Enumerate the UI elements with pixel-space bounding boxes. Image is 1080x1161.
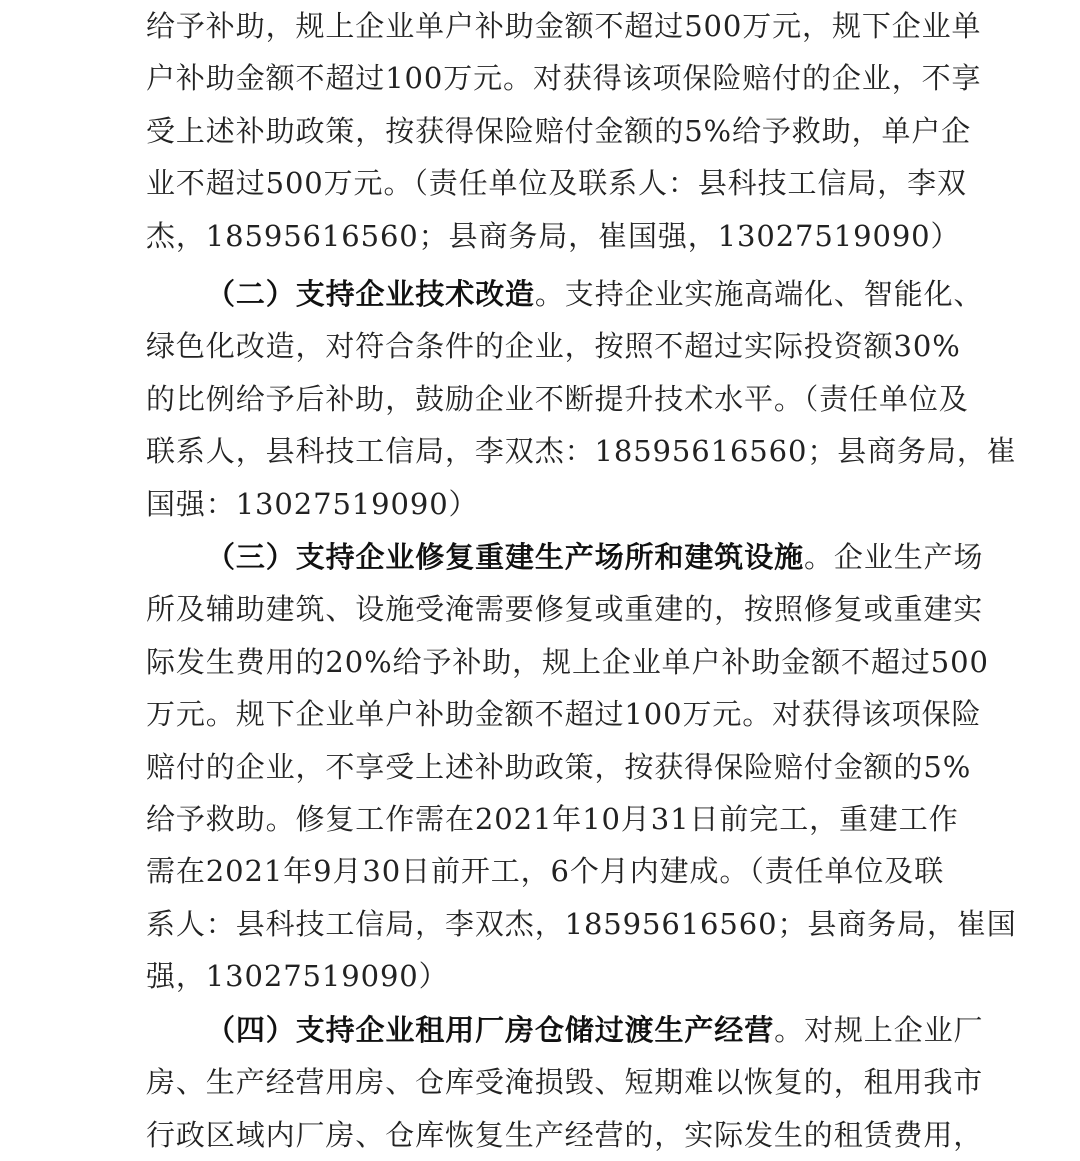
text-line: 国强：13027519090）	[146, 486, 479, 521]
paragraph-2	[146, 268, 1017, 530]
paragraph-first-line	[146, 1004, 984, 1056]
section-heading: （三）支持企业修复重建生产场所和建筑设施	[206, 540, 805, 574]
text-line: 绿色化改造，对符合条件的企业，按照不超过实际投资额30%	[146, 329, 961, 364]
paragraph-3	[146, 531, 1017, 1003]
paragraph-4	[146, 1004, 984, 1161]
section-heading: （四）支持企业租用厂房仓储过渡生产经营	[206, 1013, 775, 1047]
text-line: 的比例给予后补助，鼓励企业不断提升技术水平。（责任单位及	[146, 381, 969, 416]
text-line: 需在2021年9月30日前开工，6个月内建成。（责任单位及联	[146, 854, 945, 889]
text-line: 给予救助。修复工作需在2021年10月31日前完工，重建工作	[146, 801, 959, 836]
text-line: 房、生产经营用房、仓库受淹损毁、短期难以恢复的，租用我市	[146, 1065, 984, 1100]
text-line: 系人：县科技工信局，李双杰，18595616560；县商务局，崔国	[146, 906, 1017, 941]
text-line: 万元。规下企业单户补助金额不超过100万元。对获得该项保险	[146, 697, 982, 732]
section-heading: （二）支持企业技术改造	[206, 277, 535, 311]
paragraph-1	[146, 0, 982, 262]
text-line: 赔付的企业，不享受上述补助政策，按获得保险赔付金额的5%	[146, 749, 972, 784]
text-segment: 。支持企业实施高端化、智能化、	[534, 277, 984, 311]
text-segment: 。对规上企业厂	[774, 1013, 984, 1047]
paragraph-first-line	[146, 268, 984, 320]
text-line: 业不超过500万元。（责任单位及联系人：县科技工信局，李双	[146, 166, 967, 201]
text-line: 户补助金额不超过100万元。对获得该项保险赔付的企业，不享	[146, 61, 982, 96]
text-line: 给予补助，规上企业单户补助金额不超过500万元，规下企业单	[146, 9, 982, 43]
text-line: 联系人，县科技工信局，李双杰：18595616560；县商务局，崔	[146, 434, 1017, 469]
text-line: 杰，18595616560；县商务局，崔国强，13027519090）	[146, 218, 961, 253]
text-line: 行政区域内厂房、仓库恢复生产经营的，实际发生的租赁费用，	[146, 1117, 984, 1152]
text-line: 际发生费用的20%给予补助，规上企业单户补助金额不超过500	[146, 644, 989, 679]
paragraph-first-line	[146, 531, 984, 583]
text-line: 受上述补助政策，按获得保险赔付金额的5%给予救助，单户企	[146, 113, 972, 148]
text-line: 强，13027519090）	[146, 959, 449, 994]
text-line: 所及辅助建筑、设施受淹需要修复或重建的，按照修复或重建实	[146, 592, 984, 627]
text-segment: 。企业生产场	[804, 540, 984, 574]
